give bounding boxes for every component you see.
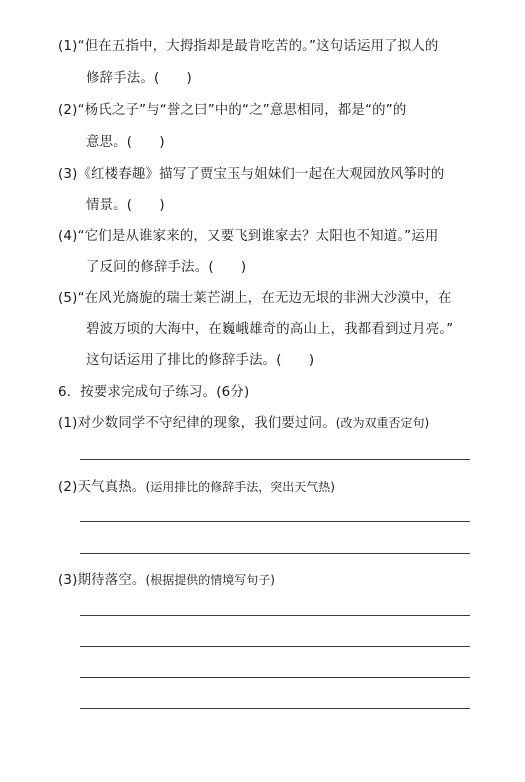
task-3-note: (根据提供的情境写句子) xyxy=(145,573,275,587)
question-2-line-1: (2)“杨氏之子”与“誉之曰”中的“之”意思相同，都是“的”的 xyxy=(58,103,407,118)
task-1-note: (改为双重否定句) xyxy=(335,416,430,430)
task-3-prompt xyxy=(58,571,275,590)
task-1-prompt xyxy=(58,414,429,433)
question-5-line-2: 碧波万顷的大海中，在巍峨雄奇的高山上，我都看到过月亮。” xyxy=(86,322,454,337)
question-5-line-3: 这句话运用了排比的修辞手法。( ) xyxy=(86,353,315,368)
question-1-line-2: 修辞手法。( ) xyxy=(86,71,192,86)
question-3-line-1: (3)《红楼春趣》描写了贾宝玉与姐妹们一起在大观园放风筝时的 xyxy=(58,167,445,182)
task-2-text: (2)天气真热。 xyxy=(58,480,146,495)
answer-line-4[interactable] xyxy=(80,615,470,616)
question-1-line-1: (1)“但在五指中，大拇指却是最肯吃苦的。”这句话运用了拟人的 xyxy=(58,39,439,54)
task-2-note: (运用排比的修辞手法，突出天气热) xyxy=(145,480,335,494)
answer-line-5[interactable] xyxy=(80,646,470,647)
question-4-line-2: 了反问的修辞手法。( ) xyxy=(86,260,247,275)
question-3-line-2: 情景。( ) xyxy=(86,198,165,213)
question-4-line-1: (4)“它们是从谁家来的，又要飞到谁家去？太阳也不知道。”运用 xyxy=(58,229,439,244)
answer-line-2[interactable] xyxy=(80,521,470,522)
task-1-text: (1)对少数同学不守纪律的现象，我们要过问。 xyxy=(58,416,336,431)
task-2-prompt xyxy=(58,478,335,497)
answer-line-6[interactable] xyxy=(80,677,470,678)
section-6-title: 6．按要求完成句子练习。(6分) xyxy=(58,385,250,400)
answer-line-7[interactable] xyxy=(80,708,470,709)
question-5-line-1: (5)“在风光旖旎的瑞士莱芒湖上，在无边无垠的非洲大沙漠中，在 xyxy=(58,291,452,306)
answer-line-1[interactable] xyxy=(80,459,470,460)
answer-line-3[interactable] xyxy=(80,553,470,554)
task-3-text: (3)期待落空。 xyxy=(58,573,146,588)
question-2-line-2: 意思。( ) xyxy=(86,135,165,150)
